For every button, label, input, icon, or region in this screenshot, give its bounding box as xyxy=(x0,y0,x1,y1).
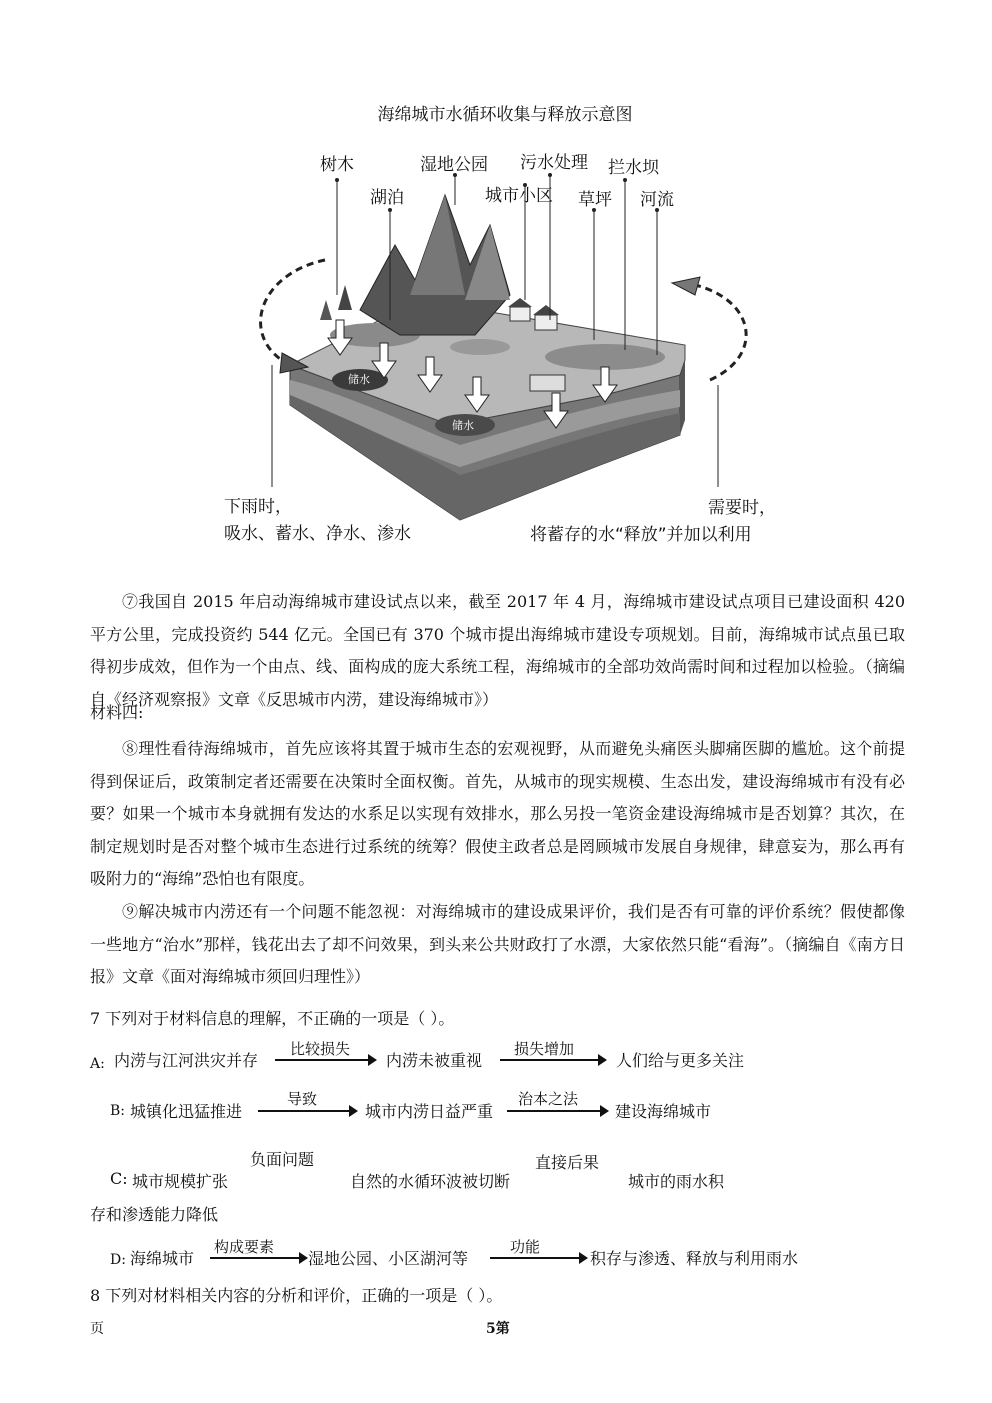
label-storage-2: 储水 xyxy=(452,419,474,432)
option-b-arrow-2 xyxy=(507,1110,607,1112)
sponge-city-diagram xyxy=(210,95,800,550)
option-c[interactable] xyxy=(110,1145,910,1225)
rain-caption-line1: 下雨时， xyxy=(224,497,292,517)
option-a-arrow-label-2: 损失增加 xyxy=(514,1040,575,1058)
left-cycle-arrow xyxy=(261,260,325,365)
option-d-node-2: 湿地公园、小区湖河等 xyxy=(308,1249,469,1268)
label-river: 河流 xyxy=(640,190,674,210)
option-d-arrow-label-2: 功能 xyxy=(510,1238,541,1256)
option-b-arrow-1 xyxy=(258,1110,356,1112)
label-community: 城市小区 xyxy=(485,186,553,206)
diagram-illustration xyxy=(210,95,800,550)
option-a[interactable] xyxy=(90,1042,910,1072)
option-a-node-2: 内涝未被重视 xyxy=(386,1051,483,1070)
option-a-letter: A: xyxy=(90,1056,105,1072)
option-c-arrow-label-1: 负面问题 xyxy=(250,1150,315,1169)
option-c-arrow-label-2: 直接后果 xyxy=(535,1153,600,1172)
option-c-continuation: 存和渗透能力降低 xyxy=(90,1205,219,1224)
option-d-node-3: 积存与渗透、释放与利用雨水 xyxy=(590,1249,799,1268)
option-d-node-1: 海绵城市 xyxy=(130,1249,195,1268)
footer-page-number: 5第 xyxy=(486,1321,510,1337)
house xyxy=(510,307,530,321)
option-a-arrow-2 xyxy=(500,1059,605,1061)
label-lake: 湖泊 xyxy=(370,188,404,208)
option-a-node-1: 内涝与江河洪灾并存 xyxy=(114,1051,259,1070)
option-b[interactable] xyxy=(110,1090,910,1123)
option-b-letter: B: xyxy=(110,1103,126,1119)
option-d-arrow-2 xyxy=(490,1257,586,1259)
tree xyxy=(338,285,352,310)
option-c-node-2: 自然的水循环波被切断 xyxy=(350,1172,511,1191)
question-8-stem: 8 下列对材料相关内容的分析和评价，正确的一项是（ ）。 xyxy=(90,1286,503,1305)
option-d-arrow-1 xyxy=(210,1257,306,1259)
option-a-arrow-1 xyxy=(275,1059,375,1061)
right-cycle-arrow xyxy=(695,285,746,380)
rain-caption-line2: 吸水、蓄水、净水、渗水 xyxy=(224,524,411,544)
option-b-arrow-label-2: 治本之法 xyxy=(518,1090,579,1108)
option-a-node-3: 人们给与更多关注 xyxy=(616,1051,745,1070)
figure-title: 海绵城市水循环收集与释放示意图 xyxy=(377,105,633,125)
option-b-node-3: 建设海绵城市 xyxy=(615,1102,712,1121)
option-c-letter: C: xyxy=(110,1169,128,1188)
label-dam: 拦水坝 xyxy=(608,158,659,178)
footer-left: 页 xyxy=(90,1321,104,1337)
option-d-arrow-label-1: 构成要素 xyxy=(214,1238,275,1256)
label-sewage: 污水处理 xyxy=(520,153,588,173)
paragraph-8: ⑧理性看待海绵城市，首先应该将其置于城市生态的宏观视野，从而避免头痛医头脚痛医脚的尴尬。这个前提得到保证后，政策制定者还需要在决策时全面权衡。首先，从城市的现实规模、生态出发，建设海绵城市有没有必要？如果一个城市本身就拥有发达的水系足以实现有效排水，那么另投一笔资金建设海绵城市是否划算？其次，在制定规划时是否对整个城市生态进行过系统的统筹？假使主政者总是罔顾城市发展自身规律，肆意妄为，那么再有吸附力的“海绵”恐怕也有限度。 xyxy=(90,739,905,888)
label-trees: 树木 xyxy=(320,155,354,175)
option-b-arrow-label-1: 导致 xyxy=(287,1090,318,1108)
paragraph-9: ⑨解决城市内涝还有一个问题不能忽视：对海绵城市的建设成果评价，我们是否有可靠的评价系统？假使都像一些地方“治水”那样，钱花出去了却不问效果，到头来公共财政打了水漂，大家依然只能“看海”。（摘编自《南方日报》文章《面对海绵城市须回归理性》） xyxy=(90,902,905,986)
label-lawn: 草坪 xyxy=(578,190,612,210)
need-caption-line1: 需要时， xyxy=(708,498,776,518)
option-c-node-1: 城市规模扩张 xyxy=(132,1172,229,1191)
option-d[interactable] xyxy=(110,1240,910,1270)
need-caption-line2: 将蓄存的水“释放”并加以利用 xyxy=(530,525,752,545)
option-c-node-3: 城市的雨水积 xyxy=(628,1172,725,1191)
label-wetland-park: 湿地公园 xyxy=(420,155,488,175)
option-d-letter: D: xyxy=(110,1252,126,1268)
question-7-stem: 7 下列对于材料信息的理解，不正确的一项是（ ）。 xyxy=(90,1009,455,1028)
label-storage-1: 储水 xyxy=(348,373,370,386)
material-four-heading: 材料四: xyxy=(90,703,144,722)
paragraph-7: ⑦我国自 2015 年启动海绵城市建设试点以来，截至 2017 年 4 月，海绵城市建设试点项目已建设面积 420 平方公里，完成投资约 544 亿元。全国已有 370 个城市提出海绵城市建设专项规划。目前，海绵城市试点虽已取得初步成效，但作为一个由点、线、面构成的庞大系统工程，海绵城市的全部功效尚需时间和过程加以检验。（摘编自《经济观察报》文章《反思城市内涝，建设海绵城市》） xyxy=(90,592,905,709)
option-b-node-1: 城镇化迅猛推进 xyxy=(130,1102,243,1121)
option-b-node-2: 城市内涝日益严重 xyxy=(365,1102,494,1121)
option-a-arrow-label-1: 比较损失 xyxy=(290,1040,351,1058)
